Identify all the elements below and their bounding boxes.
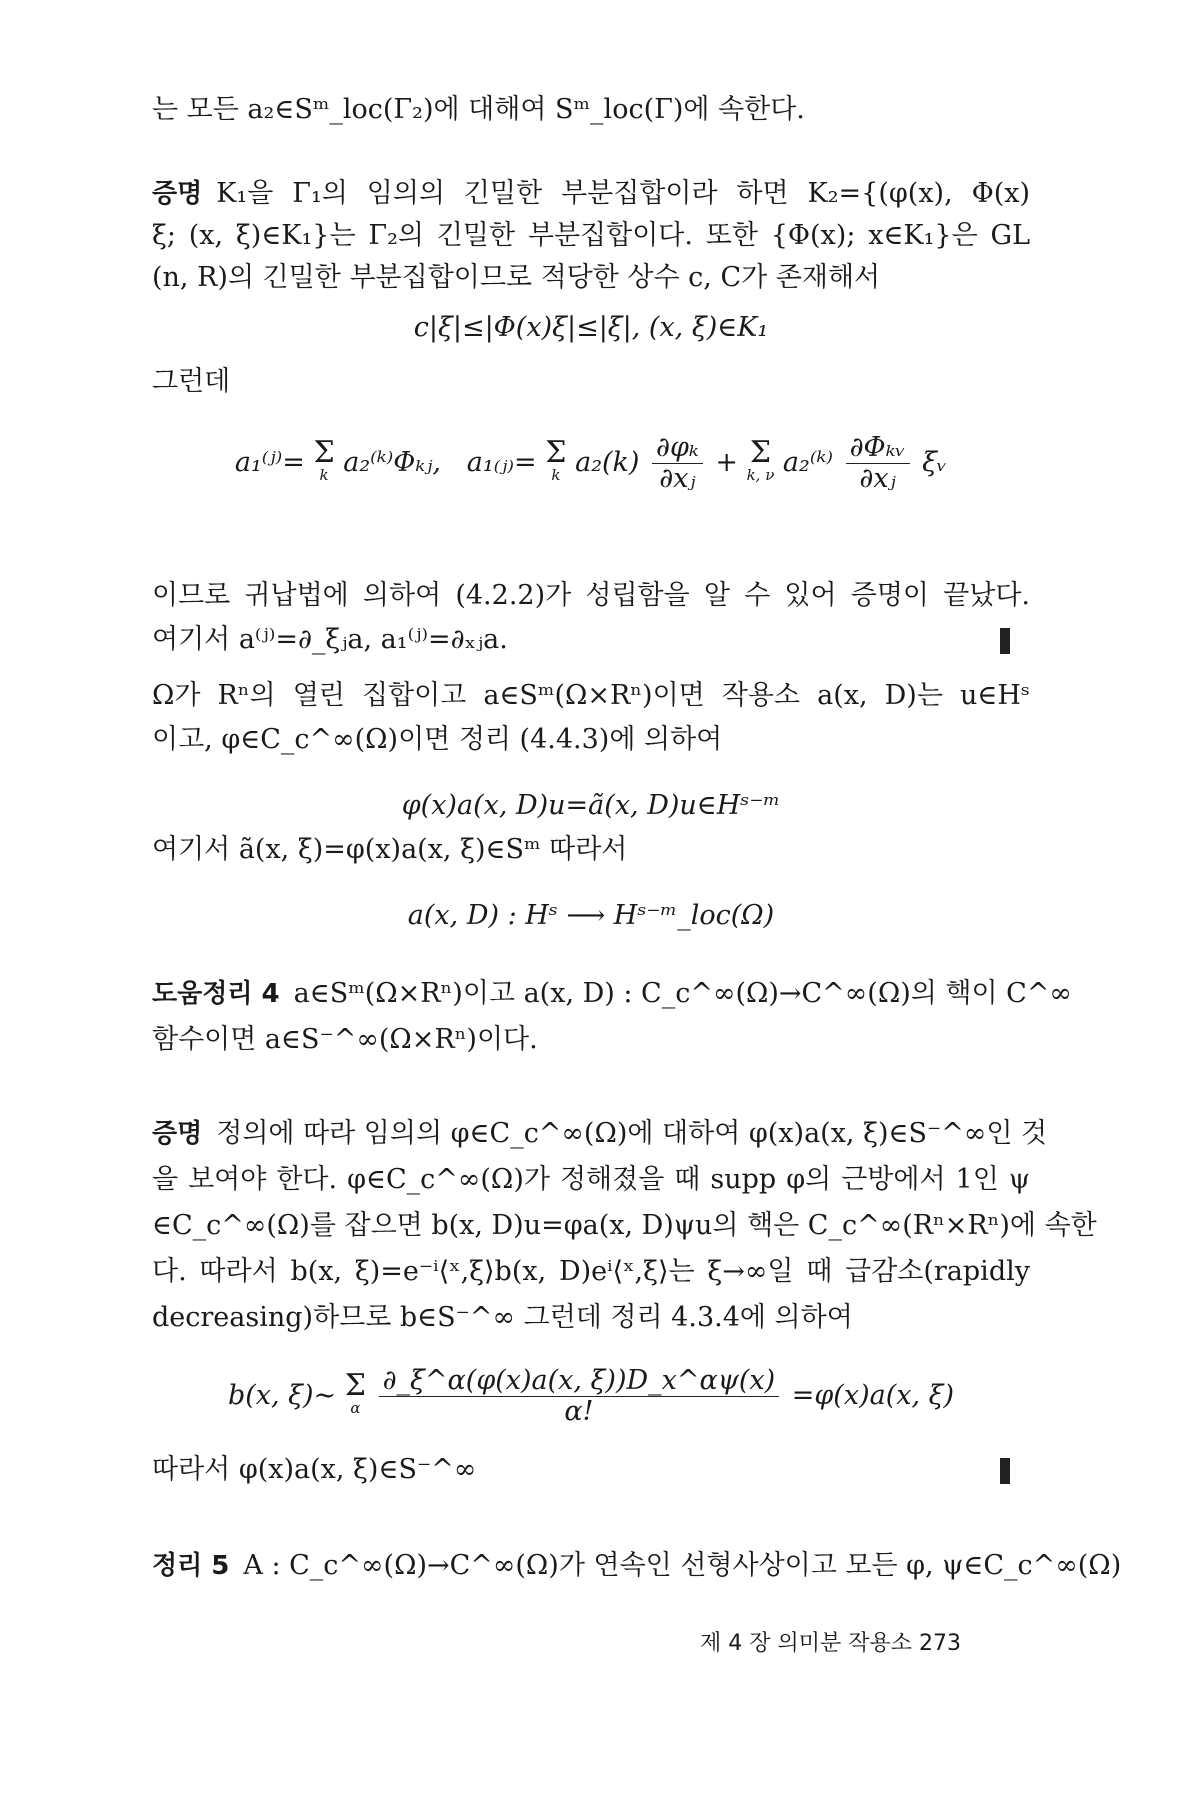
theorem-label: 정리 5	[152, 1551, 230, 1581]
end-of-proof-mark	[1000, 1458, 1010, 1484]
text-line-1: 는 모든 a₂∈Sᵐ_loc(Γ₂)에 대해여 Sᵐ_loc(Γ)에 속한다.	[152, 94, 805, 125]
sum-index: k, ν	[746, 465, 775, 484]
numerator: ∂Φₖᵥ	[846, 433, 910, 464]
text-line-5: 그런데	[152, 366, 231, 397]
mapping-equation: a(x, D) : Hˢ ⟶ Hˢ⁻ᵐ_loc(Ω)	[407, 900, 775, 931]
sum-symbol	[313, 434, 335, 486]
theorem-first-line	[152, 1548, 1122, 1584]
text-line: K₁을 Γ₁의 임의의 긴밀한 부분집합이라 하면 K₂={(φ(x), Φ(x)	[216, 178, 1030, 209]
text-line-9: 이고, φ∈C_c^∞(Ω)이면 정리 (4.4.3)에 의하여	[152, 724, 723, 755]
asymptotic-equation	[152, 1358, 1030, 1434]
fraction	[379, 1366, 780, 1427]
derivative-equation	[152, 428, 1030, 498]
sigma: Σ	[313, 434, 335, 470]
text-line: a∈Sᵐ(Ω×Rⁿ)이고 a(x, D) : C_c^∞(Ω)→C^∞(Ω)의 핵이 C^∞	[293, 978, 1072, 1009]
text-line-10: 여기서 ã(x, ξ)=φ(x)a(x, ξ)∈Sᵐ 따라서	[152, 834, 628, 865]
text-line-13: ∈C_c^∞(Ω)를 잡으면 b(x, D)u=φa(x, D)ψu의 핵은 C_c^∞(Rⁿ×Rⁿ)에 속한	[152, 1210, 1097, 1241]
text-line-4: (n, R)의 긴밀한 부분집합이므로 적당한 상수 c, C가 존재해서	[152, 262, 881, 293]
text-line-8: Ω가 Rⁿ의 열린 집합이고 a∈Sᵐ(Ω×Rⁿ)이면 작용소 a(x, D)는 u∈Hˢ	[152, 680, 1030, 711]
denominator: α!	[564, 1396, 594, 1427]
operator-equation: φ(x)a(x, D)u=ã(x, D)u∈Hˢ⁻ᵐ	[401, 790, 781, 821]
text-line: A : C_c^∞(Ω)→C^∞(Ω)가 연속인 선형사상이고 모든 φ, ψ∈C_c^∞(Ω)	[243, 1550, 1122, 1581]
eq-lhs2: a₁₍ⱼ₎=	[466, 447, 537, 478]
page-footer: 제 4 장 의미분 작용소 273	[700, 1631, 961, 1656]
numerator: ∂φₖ	[652, 433, 703, 464]
text-line-15: decreasing)하므로 b∈S⁻^∞ 그런데 정리 4.3.4에 의하여	[152, 1302, 853, 1333]
eq-term3: a₂⁽ᵏ⁾	[782, 447, 833, 478]
eq-term2: a₂(k)	[575, 447, 640, 478]
fraction	[846, 433, 910, 494]
sum-symbol	[344, 1367, 366, 1419]
sum-symbol	[746, 434, 775, 486]
eq-plus: +	[715, 447, 738, 478]
inequality-equation: c|ξ|≤|Φ(x)ξ|≤|ξ|, (x, ξ)∈K₁	[413, 312, 769, 343]
text-line-7: 여기서 a⁽ʲ⁾=∂_ξⱼa, a₁⁽ʲ⁾=∂ₓⱼa.	[152, 624, 508, 655]
lemma-label: 도움정리 4	[152, 979, 280, 1009]
text-line-11: 함수이면 a∈S⁻^∞(Ω×Rⁿ)이다.	[152, 1024, 538, 1055]
text-line-16: 따라서 φ(x)a(x, ξ)∈S⁻^∞	[152, 1454, 477, 1485]
proof-label: 증명	[152, 179, 203, 209]
denominator: ∂xⱼ	[659, 463, 696, 494]
proof-first-line	[152, 176, 1030, 212]
eq2-rhs: =φ(x)a(x, ξ)	[791, 1380, 955, 1411]
denominator: ∂xⱼ	[859, 463, 896, 494]
sum-index: α	[350, 1398, 361, 1417]
sigma: Σ	[344, 1367, 366, 1403]
proof-label: 증명	[152, 1119, 203, 1149]
text-line-6: 이므로 귀납법에 의하여 (4.2.2)가 성립함을 알 수 있어 증명이 끝났다.	[152, 580, 1030, 611]
proof2-first-line	[152, 1116, 1048, 1152]
end-of-proof-mark	[1000, 628, 1010, 654]
eq-tail: ξᵥ	[922, 447, 948, 478]
sigma: Σ	[749, 434, 772, 470]
text-line-3: ξ; (x, ξ)∈K₁}는 Γ₂의 긴밀한 부분집합이다. 또한 {Φ(x); x∈K₁}은 GL	[152, 220, 1030, 251]
sum-symbol	[545, 434, 567, 486]
text-line-12: 을 보여야 한다. φ∈C_c^∞(Ω)가 정해졌을 때 supp φ의 근방에서 1인 ψ	[152, 1164, 1030, 1195]
lemma-first-line	[152, 976, 1072, 1012]
sum-index: k	[319, 465, 329, 484]
eq-term1: a₂⁽ᵏ⁾Φₖⱼ,	[343, 447, 441, 478]
text-line: 정의에 따라 임의의 φ∈C_c^∞(Ω)에 대하여 φ(x)a(x, ξ)∈S⁻^∞인 것	[216, 1118, 1048, 1149]
numerator: ∂_ξ^α(φ(x)a(x, ξ))D_x^αψ(x)	[379, 1366, 780, 1397]
eq-lhs1: a₁⁽ʲ⁾=	[234, 447, 305, 478]
eq2-lhs: b(x, ξ)∼	[227, 1380, 337, 1411]
sigma: Σ	[545, 434, 567, 470]
text-line-14: 다. 따라서 b(x, ξ)=e⁻ⁱ⟨ˣ,ξ⟩b(x, D)eⁱ⟨ˣ,ξ⟩는 ξ→∞일 때 급감소(rapidly	[152, 1256, 1030, 1287]
fraction	[652, 433, 703, 494]
sum-index: k	[551, 465, 561, 484]
